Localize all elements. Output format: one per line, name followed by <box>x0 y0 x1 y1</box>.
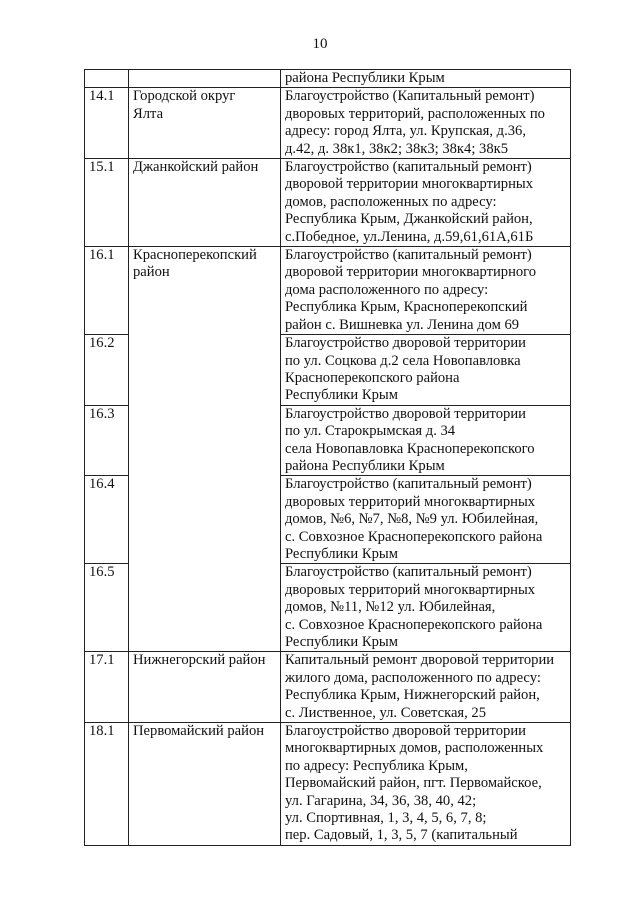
description-cell: Благоустройство дворовой территории по ул. Соцкова д.2 села Новопавловка Красноперекопского района Республики Крым <box>281 335 571 406</box>
description-cell: Благоустройство дворовой территории многоквартирных домов, расположенных по адресу: Республика Крым, Первомайский район, пгт. Первомайское, ул. Гагарина, 34, 36, 38, 40, 42; ул. Спортивная, 1, 3, 4, 5, 6, 7, 8; пер. Садовый, 1, 3, 5, 7 (капитальный <box>281 723 571 846</box>
district-cell: Красноперекопский район <box>129 247 281 652</box>
row-number: 16.2 <box>85 335 129 406</box>
row-number: 18.1 <box>85 723 129 846</box>
row-number: 16.3 <box>85 405 129 476</box>
description-cell: Благоустройство (капитальный ремонт) дворовых территорий многоквартирных домов, №6, №7, №8, №9 ул. Юбилейная, с. Совхозное Красноперекопского района Республики Крым <box>281 476 571 564</box>
page-number: 10 <box>312 36 328 52</box>
description-cell: района Республики Крым <box>281 70 571 88</box>
district-cell: Городской округ Ялта <box>129 88 281 159</box>
row-number <box>85 70 129 88</box>
table-row <box>85 159 571 247</box>
description-cell: Благоустройство (капитальный ремонт) дворовой территории многоквартирных домов, расположенных по адресу: Республика Крым, Джанкойский район, с.Победное, ул.Ленина, д.59,61,61А,61Б <box>281 159 571 247</box>
table-row <box>85 247 571 335</box>
district-cell: Джанкойский район <box>129 159 281 247</box>
district-cell: Первомайский район <box>129 723 281 846</box>
row-number: 16.1 <box>85 247 129 335</box>
description-cell: Капитальный ремонт дворовой территории жилого дома, расположенного по адресу: Республика Крым, Нижнегорский район, с. Лиственное, ул. Советская, 25 <box>281 652 571 723</box>
table-row <box>85 723 571 846</box>
row-number: 17.1 <box>85 652 129 723</box>
row-number: 14.1 <box>85 88 129 159</box>
description-cell: Благоустройство (капитальный ремонт) дворовых территорий многоквартирных домов, №11, №12 ул. Юбилейная, с. Совхозное Красноперекопского района Республики Крым <box>281 564 571 652</box>
row-number: 15.1 <box>85 159 129 247</box>
row-number: 16.5 <box>85 564 129 652</box>
table-row <box>85 88 571 159</box>
description-cell: Благоустройство (Капитальный ремонт) дворовых территорий, расположенных по адресу: город Ялта, ул. Крупская, д.36, д.42, д. 38к1, 38к2; 38к3; 38к4; 38к5 <box>281 88 571 159</box>
works-table <box>84 69 571 846</box>
row-number: 16.4 <box>85 476 129 564</box>
district-cell <box>129 70 281 88</box>
table-row <box>85 70 571 88</box>
description-cell: Благоустройство дворовой территории по ул. Старокрымская д. 34 села Новопавловка Красноперекопского района Республики Крым <box>281 405 571 476</box>
district-cell: Нижнегорский район <box>129 652 281 723</box>
table-row <box>85 652 571 723</box>
description-cell: Благоустройство (капитальный ремонт) дворовой территории многоквартирного дома расположенного по адресу: Республика Крым, Красноперекопский район с. Вишневка ул. Ленина дом 69 <box>281 247 571 335</box>
